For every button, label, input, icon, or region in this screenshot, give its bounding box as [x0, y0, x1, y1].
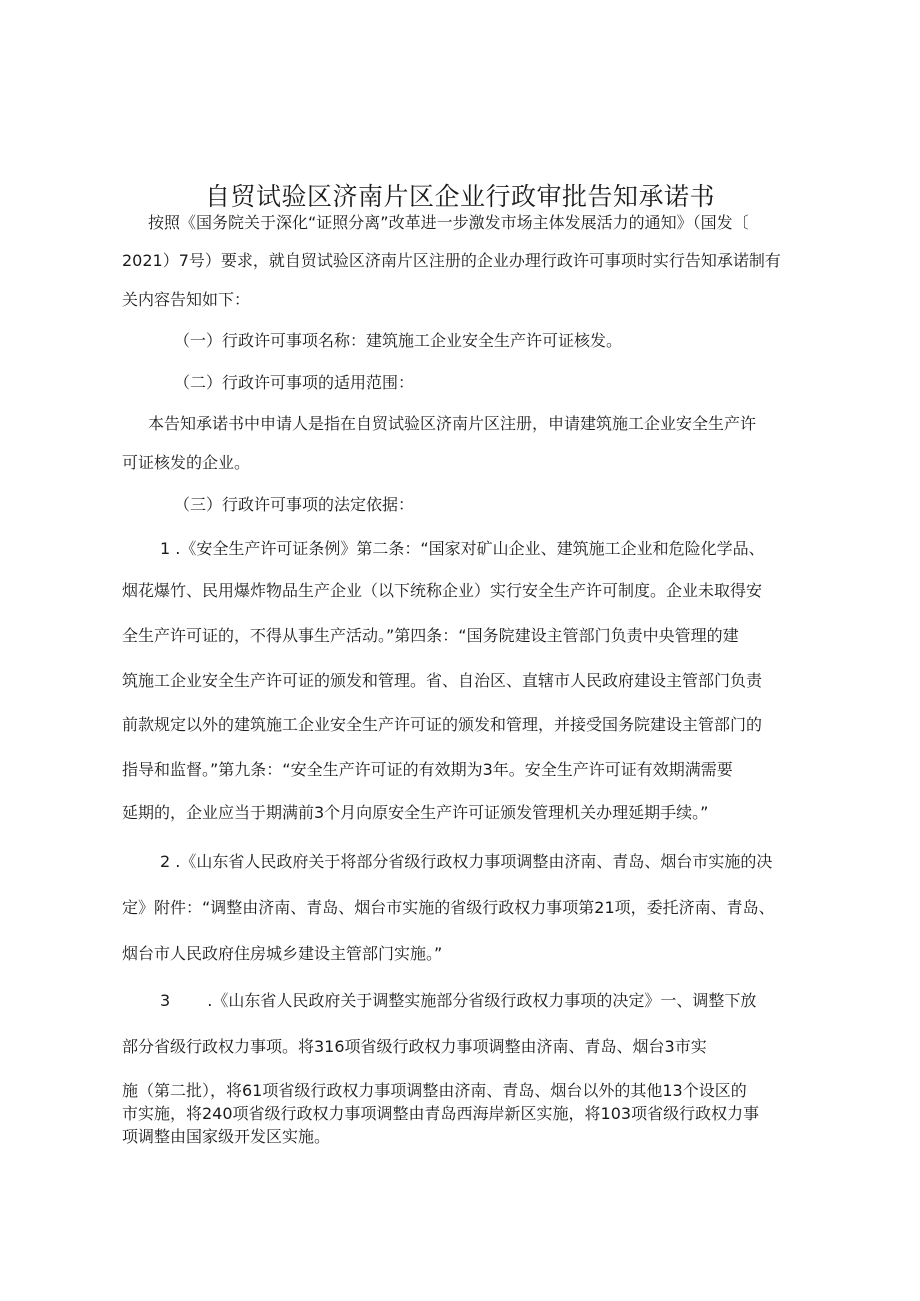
item1-line: 前款规定以外的建筑施工企业安全生产许可证的颁发和管理，并接受国务院建设主管部门的 — [122, 715, 763, 734]
section2-heading: （二）行政许可事项的适用范围： — [174, 373, 415, 392]
intro-line: 关内容告知如下： — [122, 290, 251, 309]
item3-line: 项调整由国家级开发区实施。 — [122, 1127, 331, 1146]
item1-line: 全生产许可证的，不得从事生产活动。”第四条：“国务院建设主管部门负责中央管理的建 — [122, 626, 739, 645]
item2-line: 2 .《山东省人民政府关于将部分省级行政权力事项调整由济南、青岛、烟台市实施的决 — [160, 852, 773, 871]
section2-line: 本告知承诺书中申请人是指在自贸试验区济南片区注册，申请建筑施工企业安全生产许 — [148, 414, 757, 433]
item1-line: 1 .《安全生产许可证条例》第二条：“国家对矿山企业、建筑施工企业和危险化学品、 — [160, 539, 765, 558]
item3-line: 施（第二批），将61项省级行政权力事项调整由济南、青岛、烟台以外的其他13个设区的 — [122, 1081, 747, 1100]
item1-line: 烟花爆竹、民用爆炸物品生产企业（以下统称企业）实行安全生产许可制度。企业未取得安 — [122, 581, 763, 600]
document-title: 自贸试验区济南片区企业行政审批告知承诺书 — [204, 181, 715, 211]
item1-line: 指导和监督。”第九条：“安全生产许可证的有效期为3年。安全生产许可证有效期满需要 — [122, 760, 733, 779]
item3-line: 市实施，将240项省级行政权力事项调整由青岛西海岸新区实施，将103项省级行政权力事 — [122, 1104, 760, 1123]
intro-line: 2021）7号）要求，就自贸试验区济南片区注册的企业办理行政许可事项时实行告知承诺制有 — [122, 251, 781, 270]
item1-line: 延期的，企业应当于期满前3个月向原安全生产许可证颁发管理机关办理延期手续。” — [122, 803, 709, 822]
item1-line: 筑施工企业安全生产许可证的颁发和管理。省、自治区、直辖市人民政府建设主管部门负责 — [122, 671, 763, 690]
section2-line: 可证核发的企业。 — [122, 453, 251, 472]
item3-line: 3 .《山东省人民政府关于调整实施部分省级行政权力事项的决定》一、调整下放 — [160, 991, 757, 1010]
intro-line: 按照《国务院关于深化“证照分离”改革进一步激发市场主体发展活力的通知》（国发〔 — [148, 213, 749, 232]
item2-line: 烟台市人民政府住房城乡建设主管部门实施。” — [122, 944, 443, 963]
section3-heading: （三）行政许可事项的法定依据： — [174, 495, 415, 514]
item2-line: 定》附件：“调整由济南、青岛、烟台市实施的省级行政权力事项第21项，委托济南、青岛、 — [122, 898, 775, 917]
item3-line: 部分省级行政权力事项。将316项省级行政权力事项调整由济南、青岛、烟台3市实 — [122, 1037, 707, 1056]
section1-heading: （一）行政许可事项名称：建筑施工企业安全生产许可证核发。 — [174, 331, 623, 350]
